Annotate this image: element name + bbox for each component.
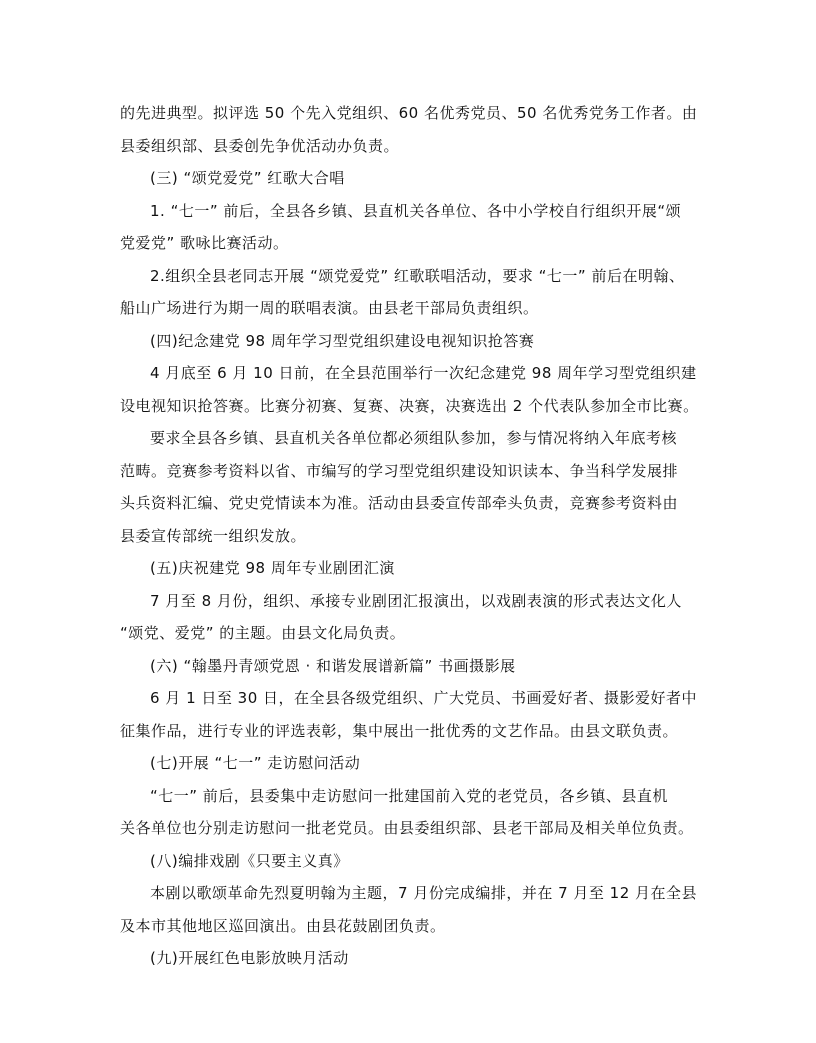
section-heading: (九)开展红色电影放映月活动 xyxy=(150,949,349,967)
text-line: 7 月至 8 月份，组织、承接专业剧团汇报演出，以戏剧表演的形式表达文化人 xyxy=(150,591,682,610)
text-line: 县委宣传部统一组织发放。 xyxy=(120,526,307,545)
section-heading: (八)编排戏剧《只要主义真》 xyxy=(150,851,349,870)
text-line: 的先进典型。拟评选 50 个先入党组织、60 名优秀党员、50 名优秀党务工作者。由 xyxy=(120,104,698,122)
text-line: 船山广场进行为期一周的联唱表演。由县老干部局负责组织。 xyxy=(120,299,539,317)
text-line: 征集作品，进行专业的评选表彰，集中展出一批优秀的文艺作品。由县文联负责。 xyxy=(120,721,679,740)
text-line: 范畴。竞赛参考资料以省、市编写的学习型党组织建设知识读本、争当科学发展排 xyxy=(120,461,679,480)
text-line: 县委组织部、县委创先争优活动办负责。 xyxy=(120,136,400,155)
text-line: 4 月底至 6 月 10 日前，在全县范围举行一次纪念建党 98 周年学习型党组织建 xyxy=(150,364,697,382)
section-heading: (六) “翰墨丹青颂党恩 · 和谐发展谱新篇” 书画摄影展 xyxy=(150,656,516,675)
text-line: 关各单位也分别走访慰问一批老党员。由县委组织部、县老干部局及相关单位负责。 xyxy=(120,819,694,837)
section-heading: (五)庆祝建党 98 周年专业剧团汇演 xyxy=(150,559,395,577)
section-heading: (四)纪念建党 98 周年学习型党组织建设电视知识抢答赛 xyxy=(150,331,535,350)
text-line: 及本市其他地区巡回演出。由县花鼓剧团负责。 xyxy=(120,916,446,935)
text-line: 党爱党” 歌咏比赛活动。 xyxy=(120,234,289,252)
text-line: 1. “七一” 前后，全县各乡镇、县直机关各单位、各中小学校自行组织开展“颂 xyxy=(150,201,682,220)
document-body xyxy=(120,97,700,975)
text-line: 2.组织全县老同志开展 “颂党爱党” 红歌联唱活动，要求 “七一” 前后在明翰、 xyxy=(150,266,685,285)
text-line: “颂党、爱党” 的主题。由县文化局负责。 xyxy=(120,624,406,642)
text-line: 本剧以歌颂革命先烈夏明翰为主题，7 月份完成编排，并在 7 月至 12 月在全县 xyxy=(150,884,698,902)
text-line: 要求全县各乡镇、县直机关各单位都必须组队参加，参与情况将纳入年底考核 xyxy=(150,429,678,447)
section-heading: (七)开展 “七一” 走访慰问活动 xyxy=(150,754,361,772)
section-heading: (三) “颂党爱党” 红歌大合唱 xyxy=(150,169,345,187)
text-line: “七一” 前后，县委集中走访慰问一批建国前入党的老党员，各乡镇、县直机 xyxy=(150,786,668,805)
text-line: 6 月 1 日至 30 日，在全县各级党组织、广大党员、书画爱好者、摄影爱好者中 xyxy=(150,689,698,707)
text-line: 头兵资料汇编、党史党情读本为准。活动由县委宣传部牵头负责，竞赛参考资料由 xyxy=(120,494,679,512)
text-line: 设电视知识抢答赛。比赛分初赛、复赛、决赛，决赛选出 2 个代表队参加全市比赛。 xyxy=(120,396,699,415)
